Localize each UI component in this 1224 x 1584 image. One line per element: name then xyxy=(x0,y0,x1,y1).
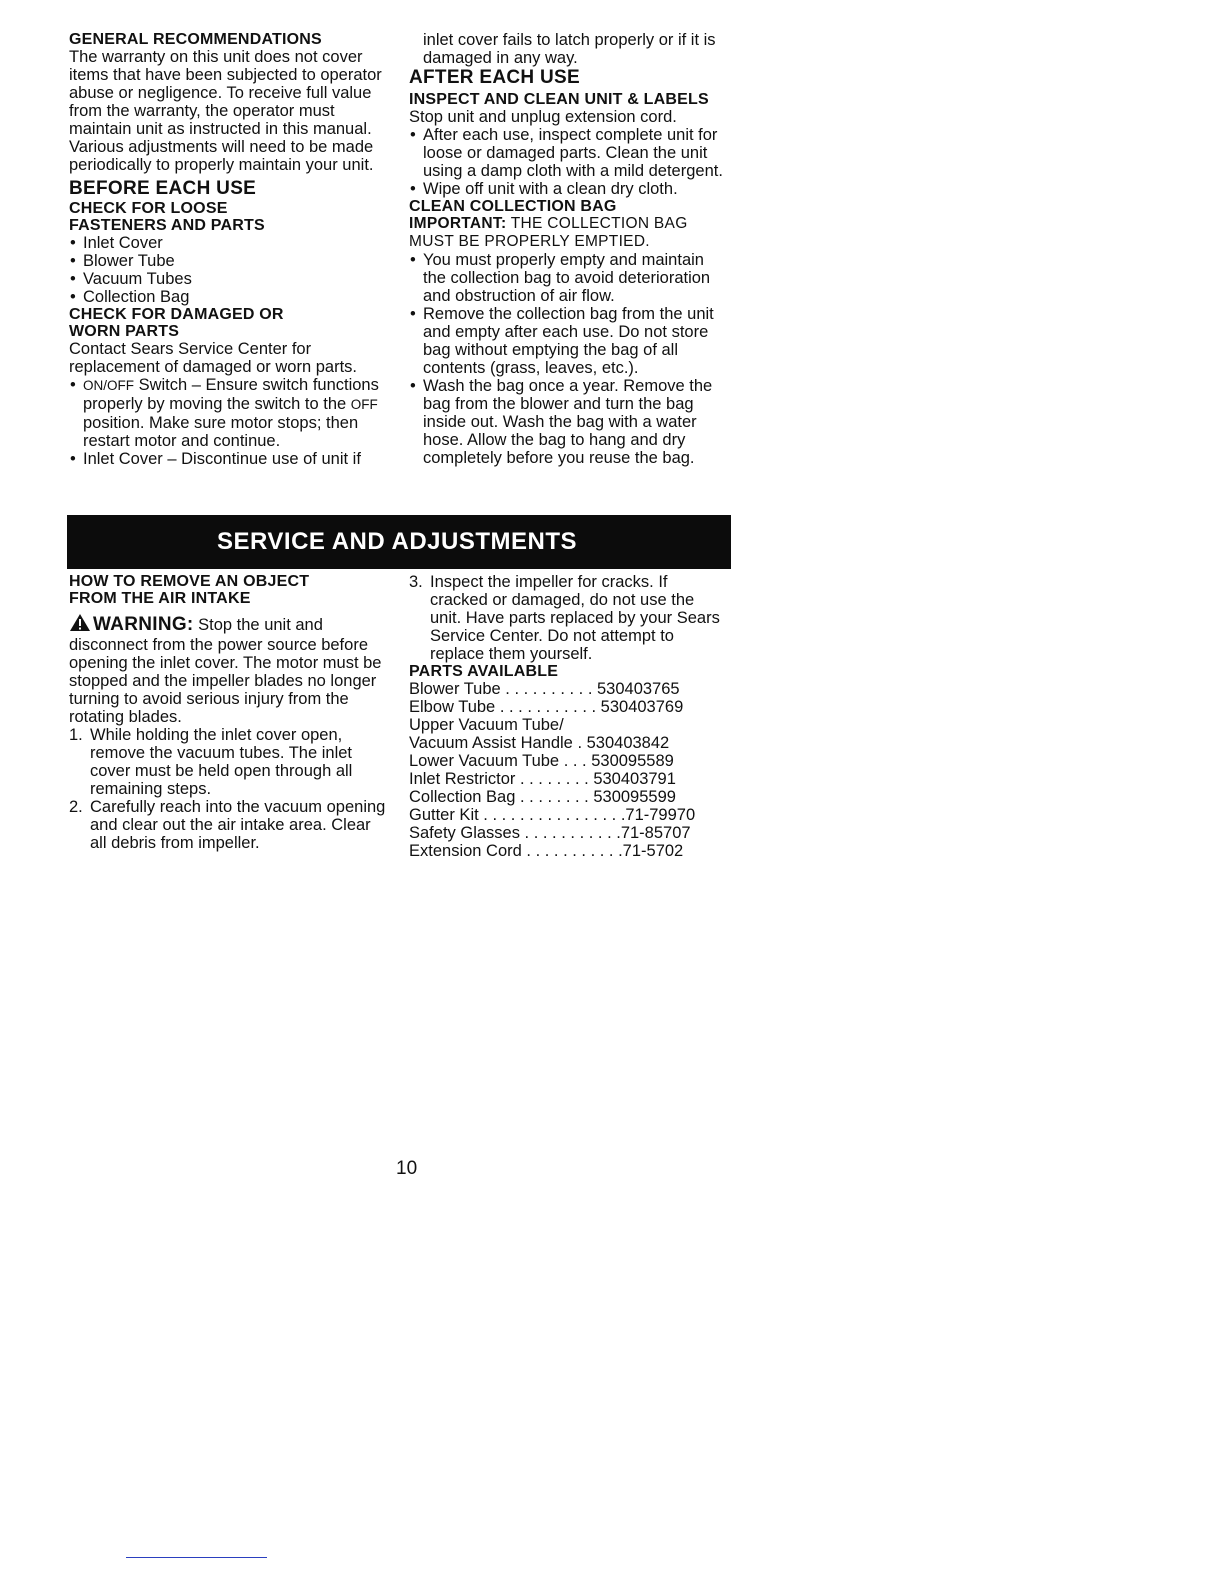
left-column xyxy=(69,31,389,468)
remove-object-heading-line2: FROM THE AIR INTAKE xyxy=(69,590,251,607)
warning-label: WARNING: xyxy=(93,614,194,635)
clean-bag-heading: CLEAN COLLECTION BAG xyxy=(409,198,617,215)
inspect-clean-heading: INSPECT AND CLEAN UNIT & LABELS xyxy=(409,91,709,108)
check-loose-heading-line2: FASTENERS AND PARTS xyxy=(69,217,265,234)
part-number: 530403791 xyxy=(593,770,676,788)
part-name: Inlet Restrictor xyxy=(409,770,516,788)
table-row xyxy=(409,698,729,716)
section-banner xyxy=(67,515,731,569)
table-row xyxy=(409,770,729,788)
list-item: • Collection Bag xyxy=(69,288,389,306)
list-item xyxy=(69,376,389,450)
remove-object-heading-line1: HOW TO REMOVE AN OBJECT xyxy=(69,573,310,590)
list-item: • Blower Tube xyxy=(69,252,389,270)
general-recommendations-heading: GENERAL RECOMMENDATIONS xyxy=(69,31,322,48)
part-name: Extension Cord xyxy=(409,842,522,860)
list-item xyxy=(69,798,389,852)
check-loose-heading-line1: CHECK FOR LOOSE xyxy=(69,200,228,217)
step-number: 1. xyxy=(69,726,83,744)
list-item: • Wipe off unit with a clean dry cloth. xyxy=(409,180,729,198)
step-text: While holding the inlet cover open, remove the vacuum tubes. The inlet cover must be held open through all remaining steps. xyxy=(90,726,353,798)
loose-parts-list xyxy=(69,234,389,306)
inspect-list xyxy=(409,126,729,198)
table-row xyxy=(409,824,729,842)
leader-dots: . . . . . . . . xyxy=(515,788,594,806)
warning-icon xyxy=(69,613,91,636)
part-number: 530095599 xyxy=(593,788,676,806)
on-off-label: ON/OFF xyxy=(83,378,134,393)
step-text: Carefully reach into the vacuum opening and clear out the air intake area. Clear all debris from impeller. xyxy=(90,798,386,852)
leader-dots: . . . . . . . . . . xyxy=(500,680,597,698)
part-number: 530403765 xyxy=(597,680,680,698)
part-name: Collection Bag xyxy=(409,788,516,806)
leader-dots: . . . . . . . . xyxy=(515,770,594,788)
list-item: • Remove the collection bag from the unit and empty after each use. Do not store bag without emptying the bag of all contents (grass, leaves, etc.). xyxy=(409,305,729,377)
warning-paragraph xyxy=(69,613,389,726)
list-item: • Inlet Cover – Discontinue use of unit if xyxy=(69,450,389,468)
part-number: 530095589 xyxy=(591,752,674,770)
list-item: • Inlet Cover xyxy=(69,234,389,252)
important-text: THE COLLECTION BAG MUST BE PROPERLY EMPTIED. xyxy=(409,215,688,250)
leader-dots: . . . . . . . . . . . . . . . . xyxy=(478,806,626,824)
step-number: 3. xyxy=(409,573,423,591)
table-row xyxy=(409,734,729,752)
table-row xyxy=(409,788,729,806)
right-column xyxy=(409,31,729,467)
banner-title: SERVICE AND ADJUSTMENTS xyxy=(217,528,577,555)
list-item: • Vacuum Tubes xyxy=(69,270,389,288)
parts-table xyxy=(409,680,729,860)
service-left-column xyxy=(69,573,389,852)
part-name: Vacuum Assist Handle xyxy=(409,734,573,752)
bottom-divider xyxy=(126,1557,267,1558)
bag-list xyxy=(409,251,729,467)
leader-dots: . . . . . . . . . . . xyxy=(521,842,623,860)
list-item: • After each use, inspect complete unit for loose or damaged parts. Clean the unit using a damp cloth with a mild detergent. xyxy=(409,126,729,180)
important-label: IMPORTANT: xyxy=(409,215,507,232)
warning-text: Stop the unit and disconnect from the power source before opening the inlet cover. The motor must be stopped and the impeller blades no longer turning to avoid serious injury from the rotating blades. xyxy=(69,616,382,726)
inspect-text: Stop unit and unplug extension cord. xyxy=(409,108,677,126)
step-text: Inspect the impeller for cracks. If cracked or damaged, do not use the unit. Have parts replaced by your Sears Service Center. Do not attempt to replace them yourself. xyxy=(430,573,720,663)
inlet-cover-continued: inlet cover fails to latch properly or if it is damaged in any way. xyxy=(423,31,716,67)
step-number: 2. xyxy=(69,798,83,816)
general-recommendations-text: The warranty on this unit does not cover items that have been subjected to operator abuse or negligence. To receive full value from the warranty, the operator must maintain unit as instructed in this manual. Various adjustments will need to be made periodically to properly maintain your unit. xyxy=(69,48,382,174)
leader-dots: . . . xyxy=(559,752,592,770)
part-number: 530403842 xyxy=(586,734,670,752)
part-number: 71-79970 xyxy=(625,806,696,824)
list-item: • You must properly empty and maintain the collection bag to avoid deterioration and obstruction of air flow. xyxy=(409,251,729,305)
table-row xyxy=(409,680,729,698)
list-item xyxy=(409,573,729,663)
leader-dots: . . . . . . . . . . . xyxy=(519,824,621,842)
list-item xyxy=(69,726,389,798)
steps-list xyxy=(69,726,389,852)
part-number: 71-5702 xyxy=(622,842,684,860)
part-name: Upper Vacuum Tube/ xyxy=(409,716,564,734)
part-name: Lower Vacuum Tube xyxy=(409,752,560,770)
off-label: OFF xyxy=(350,397,378,412)
part-name: Elbow Tube xyxy=(409,698,496,716)
after-each-use-heading: AFTER EACH USE xyxy=(409,67,580,88)
parts-available-heading: PARTS AVAILABLE xyxy=(409,663,559,680)
part-name: Safety Glasses xyxy=(409,824,520,842)
table-row xyxy=(409,752,729,770)
service-right-column xyxy=(409,573,729,860)
part-number: 71-85707 xyxy=(620,824,691,842)
damaged-parts-text: Contact Sears Service Center for replacement of damaged or worn parts. xyxy=(69,340,357,376)
important-note xyxy=(409,215,729,251)
switch-text-part1: Switch – Ensure switch functions properly by moving the switch to the xyxy=(83,376,379,413)
list-item: • Wash the bag once a year. Remove the bag from the blower and turn the bag inside out. Wash the bag with a water hose. Allow the bag to hang and dry completely before you reuse the bag. xyxy=(409,377,729,467)
before-each-use-heading: BEFORE EACH USE xyxy=(69,178,257,199)
part-name: Blower Tube xyxy=(409,680,501,698)
switch-text-part2: position. Make sure motor stops; then restart motor and continue. xyxy=(83,414,359,450)
leader-dots: . . . . . . . . . . . xyxy=(495,698,601,716)
table-row xyxy=(409,806,729,824)
page-number: 10 xyxy=(396,1158,418,1179)
part-number: 530403769 xyxy=(600,698,684,716)
damaged-parts-list xyxy=(69,376,389,468)
leader-dots: . xyxy=(572,734,587,752)
check-damaged-heading-line2: WORN PARTS xyxy=(69,323,180,340)
table-row xyxy=(409,716,729,734)
table-row xyxy=(409,842,729,860)
check-damaged-heading-line1: CHECK FOR DAMAGED OR xyxy=(69,306,284,323)
steps-list-continued xyxy=(409,573,729,663)
part-name: Gutter Kit xyxy=(409,806,479,824)
